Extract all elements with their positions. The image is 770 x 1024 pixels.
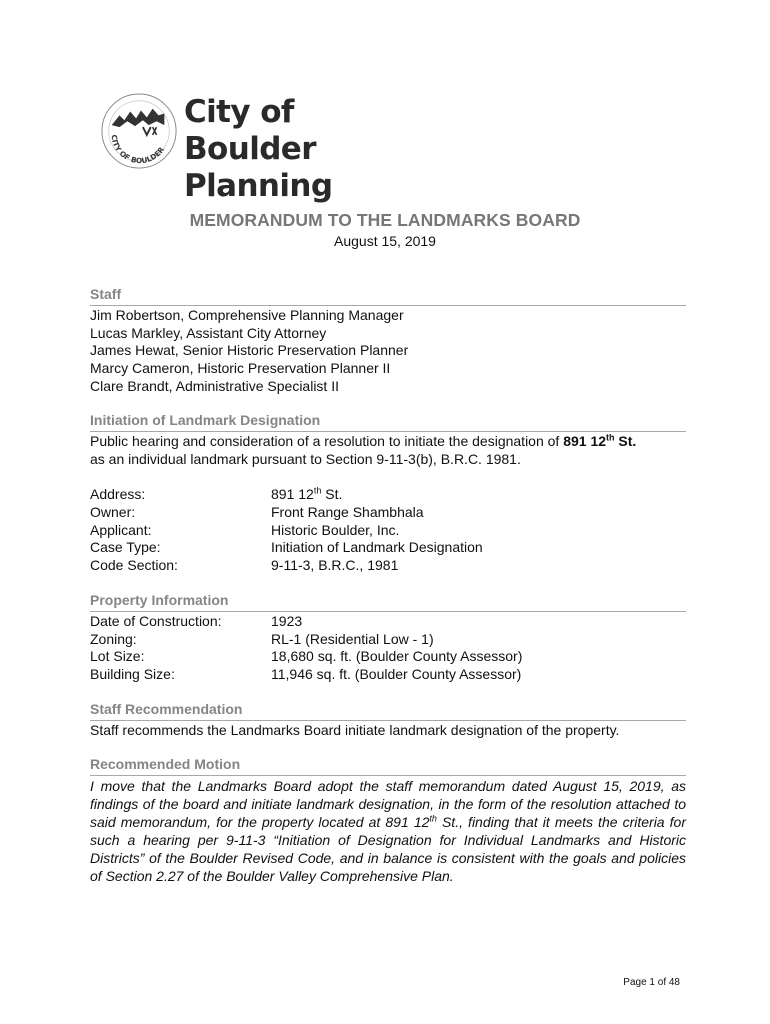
- motion-section: [90, 756, 686, 885]
- initiation-section: [90, 412, 686, 468]
- zoning-row: Zoning: RL-1 (Residential Low - 1): [90, 630, 434, 647]
- case-type-row: Case Type: Initiation of Landmark Designation: [90, 539, 483, 556]
- property-heading: Property Information: [90, 592, 686, 612]
- staff-member: Jim Robertson, Comprehensive Planning Manager: [90, 306, 404, 323]
- motion-text: I move that the Landmarks Board adopt the staff memorandum dated August 15, 2019, as findings of the board and initiate landmark designation, in the form of the resolution attached to said memorandum, for the property located at 891 12th St., finding that it meets the criteria for such a hearing per 9-11-3 “Initiation of Designation for Individual Landmarks and Historic Districts” of the Boulder Revised Code, and in balance is consistent with the goals and policies of Section 2.27 of the Boulder Valley Comprehensive Plan.: [90, 777, 686, 884]
- city-logo: [100, 92, 430, 204]
- initiation-text: Public hearing and consideration of a resolution to initiate the designation of 891 12th St.: [90, 432, 637, 449]
- recommendation-text: Staff recommends the Landmarks Board initiate landmark designation of the property.: [90, 721, 620, 738]
- staff-member: Lucas Markley, Assistant City Attorney: [90, 324, 327, 341]
- initiation-heading: Initiation of Landmark Designation: [90, 412, 686, 432]
- brand-line-2: Planning: [184, 168, 333, 204]
- memo-title: MEMORANDUM TO THE LANDMARKS BOARD: [189, 210, 581, 230]
- page-number: Page 1 of 48: [623, 977, 680, 988]
- recommendation-heading: Staff Recommendation: [90, 701, 686, 721]
- lot-size-row: Lot Size: 18,680 sq. ft. (Boulder County Assessor): [90, 648, 523, 665]
- staff-section: [90, 286, 686, 396]
- building-size-row: Building Size: 11,946 sq. ft. (Boulder County Assessor): [90, 666, 522, 683]
- svg-text:CITY OF BOULDER: CITY OF BOULDER: [109, 134, 167, 166]
- property-section: [90, 592, 686, 684]
- motion-heading: Recommended Motion: [90, 756, 686, 776]
- staff-heading: Staff: [90, 286, 686, 306]
- applicant-row: Applicant: Historic Boulder, Inc.: [90, 521, 400, 538]
- address-row: Address: 891 12th St.: [90, 485, 343, 502]
- memo-date: August 15, 2019: [334, 233, 436, 249]
- initiation-text-cont: as an individual landmark pursuant to Section 9-11-3(b), B.R.C. 1981.: [90, 450, 521, 467]
- staff-member: Marcy Cameron, Historic Preservation Planner II: [90, 360, 391, 377]
- code-section-row: Code Section: 9-11-3, B.R.C., 1981: [90, 557, 399, 574]
- mountain-seal-icon: [100, 92, 178, 170]
- staff-member: James Hewat, Senior Historic Preservation Planner: [90, 342, 409, 359]
- construction-date-row: Date of Construction: 1923: [90, 612, 303, 629]
- brand-name: [184, 94, 430, 205]
- owner-row: Owner: Front Range Shambhala: [90, 503, 424, 520]
- staff-member: Clare Brandt, Administrative Specialist II: [90, 377, 339, 394]
- brand-line-1: City of Boulder: [184, 94, 316, 167]
- case-details: [90, 486, 686, 575]
- recommendation-section: [90, 701, 686, 740]
